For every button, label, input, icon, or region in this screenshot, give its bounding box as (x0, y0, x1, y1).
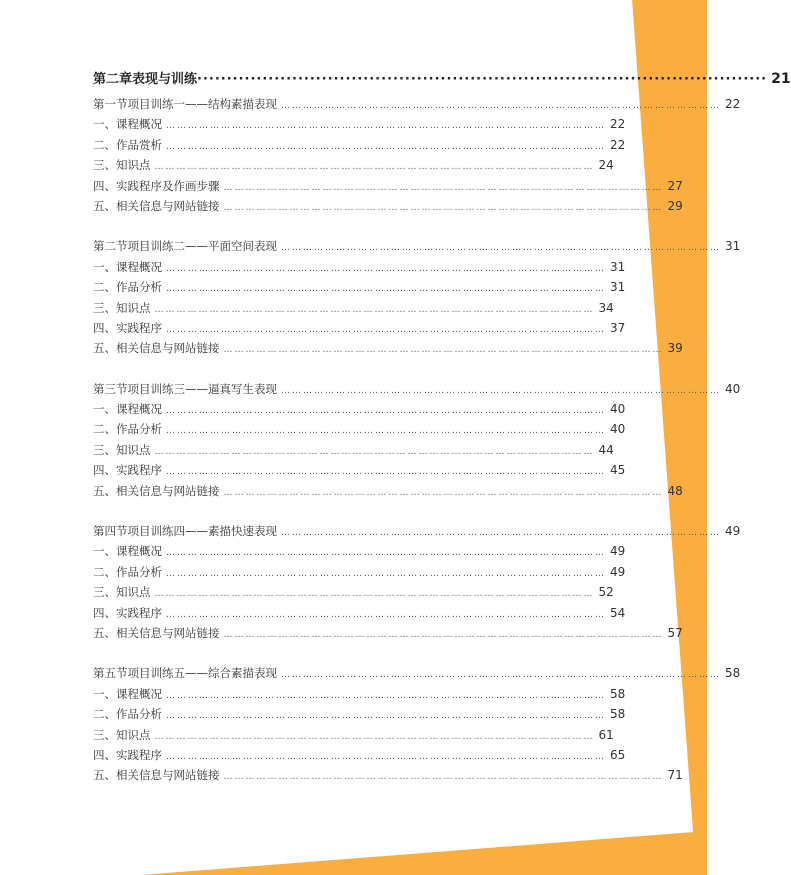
section-gap (93, 503, 535, 523)
subsection-entry[interactable] (93, 442, 614, 462)
subsection-entry[interactable] (93, 747, 626, 767)
section-gap (93, 218, 535, 238)
leader-dots: ………………………………………………………………………………………………………… (154, 589, 595, 600)
subsection-page-number: 31 (610, 280, 626, 295)
subsection-title: 三、知识点 (93, 442, 151, 457)
subsection-page-number: 49 (610, 544, 626, 559)
subsection-page-number: 49 (610, 564, 626, 579)
subsection-page-number: 58 (610, 686, 626, 701)
subsection-page-number: 40 (610, 402, 626, 417)
subsection-entry[interactable] (93, 462, 626, 482)
section-title: 项目训练一——结构素描表现 (127, 97, 277, 111)
subsection-title: 四、实践程序 (93, 320, 162, 335)
subsection-title: 三、知识点 (93, 727, 151, 742)
subsection-title: 二、作品分析 (93, 707, 162, 722)
subsection-title: 三、知识点 (93, 158, 151, 173)
subsection-entry[interactable] (93, 157, 614, 177)
subsection-entry[interactable] (93, 483, 683, 503)
subsection-title: 五、相关信息与网站链接 (93, 341, 220, 356)
subsection-page-number: 48 (667, 483, 683, 498)
subsection-title: 二、作品分析 (93, 280, 162, 295)
leader-dots: ………………………………………………………………………………………………………… (223, 182, 664, 193)
section-page-number: 58 (725, 666, 741, 681)
subsection-page-number: 31 (610, 259, 626, 274)
leader-dots: ………………………………………………………………………………………………………… (166, 324, 606, 335)
leader-dots: ………………………………………………………………………………………………………… (281, 101, 721, 111)
leader-dots: ………………………………………………………………………………………………………… (223, 629, 664, 640)
subsection-title: 二、作品分析 (93, 422, 162, 437)
subsection-entry[interactable] (93, 279, 626, 299)
leader-dots: ………………………………………………………………………………………………………… (223, 772, 664, 783)
leader-dots: ………………………………………………………………………………………………………… (281, 385, 721, 396)
subsection-page-number: 22 (610, 137, 626, 152)
section-page-number: 31 (725, 239, 741, 254)
section-label: 第四节 (93, 524, 128, 539)
subsection-entry[interactable] (93, 605, 626, 625)
subsection-page-number: 22 (610, 117, 626, 132)
leader-dots: ………………………………………………………………………………………………………… (281, 528, 721, 539)
section-entry[interactable] (93, 665, 741, 685)
subsection-title: 一、课程概况 (93, 117, 162, 132)
leader-dots: ………………………………………………………………………………………………………… (166, 426, 606, 437)
leader-dots: ………………………………………………………………………………………………………… (281, 243, 721, 254)
leader-dots: ································································································ (197, 72, 768, 87)
subsection-page-number: 37 (610, 320, 626, 335)
section-list (93, 96, 741, 788)
subsection-title: 四、实践程序及作画步骤 (93, 178, 220, 193)
subsection-page-number: 44 (598, 442, 614, 457)
subsection-page-number: 45 (610, 463, 626, 478)
leader-dots: ………………………………………………………………………………………………………… (223, 487, 664, 498)
section-title: 项目训练五——综合素描表现 (127, 666, 277, 681)
subsection-title: 四、实践程序 (93, 463, 162, 478)
subsection-page-number: 24 (598, 158, 614, 173)
chapter-page-number: 21 (771, 71, 791, 87)
subsection-title: 二、作品分析 (93, 564, 162, 579)
subsection-entry[interactable] (93, 178, 683, 198)
section-gap (93, 645, 535, 665)
subsection-page-number: 61 (598, 727, 614, 742)
leader-dots: ………………………………………………………………………………………………………… (166, 751, 606, 762)
leader-dots: ………………………………………………………………………………………………………… (154, 162, 595, 173)
subsection-entry[interactable] (93, 401, 626, 421)
leader-dots: ………………………………………………………………………………………………………… (166, 711, 606, 722)
subsection-entry[interactable] (93, 706, 626, 726)
leader-dots: ………………………………………………………………………………………………………… (166, 568, 606, 579)
subsection-title: 一、课程概况 (93, 402, 162, 417)
chapter-title: 表现与训练 (132, 72, 198, 87)
leader-dots: ………………………………………………………………………………………………………… (166, 284, 606, 295)
section-label: 第二节 (93, 239, 128, 254)
subsection-page-number: 39 (667, 341, 683, 356)
leader-dots: ………………………………………………………………………………………………………… (166, 121, 606, 132)
section-entry[interactable] (93, 238, 741, 258)
section-title: 项目训练四——素描快速表现 (127, 524, 277, 539)
leader-dots: ………………………………………………………………………………………………………… (166, 690, 606, 701)
subsection-entry[interactable] (93, 421, 626, 441)
leader-dots: ………………………………………………………………………………………………………… (166, 263, 606, 274)
subsection-title: 五、相关信息与网站链接 (93, 768, 220, 783)
subsection-entry[interactable] (93, 686, 626, 706)
section-entry[interactable] (93, 381, 741, 401)
chapter-heading[interactable] (93, 68, 791, 88)
leader-dots: ………………………………………………………………………………………………………… (223, 345, 664, 356)
leader-dots: ………………………………………………………………………………………………………… (154, 731, 595, 742)
subsection-entry[interactable] (93, 564, 626, 584)
section-label: 第一节 (93, 97, 128, 111)
section-label: 第五节 (93, 666, 128, 681)
chapter-number: 第二章 (93, 72, 133, 87)
section-entry[interactable] (93, 96, 741, 116)
subsection-page-number: 57 (667, 625, 683, 640)
section-title: 项目训练三——逼真写生表现 (127, 381, 277, 396)
subsection-title: 三、知识点 (93, 300, 151, 315)
subsection-title: 四、实践程序 (93, 747, 162, 762)
leader-dots: ………………………………………………………………………………………………………… (154, 446, 595, 457)
leader-dots: ………………………………………………………………………………………………………… (281, 670, 721, 681)
section-gap (93, 361, 535, 381)
subsection-entry[interactable] (93, 584, 614, 604)
subsection-entry[interactable] (93, 543, 626, 563)
subsection-page-number: 65 (610, 747, 626, 762)
table-of-contents (93, 68, 791, 788)
subsection-page-number: 58 (610, 707, 626, 722)
subsection-entry[interactable] (93, 259, 626, 279)
subsection-entry[interactable] (93, 116, 626, 136)
leader-dots: ………………………………………………………………………………………………………… (166, 406, 606, 417)
subsection-title: 五、相关信息与网站链接 (93, 198, 220, 213)
leader-dots: ………………………………………………………………………………………………………… (223, 202, 664, 213)
subsection-entry[interactable] (93, 300, 614, 320)
subsection-title: 二、作品赏析 (93, 137, 162, 152)
section-entry[interactable] (93, 523, 741, 543)
subsection-page-number: 29 (667, 198, 683, 213)
section-page-number: 49 (725, 524, 741, 539)
subsection-page-number: 54 (610, 605, 626, 620)
subsection-page-number: 71 (667, 768, 683, 783)
subsection-title: 一、课程概况 (93, 686, 162, 701)
leader-dots: ………………………………………………………………………………………………………… (166, 609, 606, 620)
section-page-number: 22 (725, 97, 741, 111)
subsection-entry[interactable] (93, 767, 683, 787)
leader-dots: ………………………………………………………………………………………………………… (154, 304, 595, 315)
subsection-page-number: 52 (598, 585, 614, 600)
subsection-title: 三、知识点 (93, 585, 151, 600)
subsection-title: 一、课程概况 (93, 544, 162, 559)
subsection-page-number: 34 (598, 300, 614, 315)
subsection-page-number: 27 (667, 178, 683, 193)
subsection-title: 五、相关信息与网站链接 (93, 483, 220, 498)
leader-dots: ………………………………………………………………………………………………………… (166, 548, 606, 559)
subsection-title: 四、实践程序 (93, 605, 162, 620)
leader-dots: ………………………………………………………………………………………………………… (166, 467, 606, 478)
section-page-number: 40 (725, 381, 741, 396)
subsection-entry[interactable] (93, 320, 626, 340)
leader-dots: ………………………………………………………………………………………………………… (166, 141, 606, 152)
subsection-entry[interactable] (93, 198, 683, 218)
subsection-title: 一、课程概况 (93, 259, 162, 274)
subsection-entry[interactable] (93, 625, 683, 645)
subsection-entry[interactable] (93, 727, 614, 747)
section-label: 第三节 (93, 381, 128, 396)
subsection-title: 五、相关信息与网站链接 (93, 625, 220, 640)
subsection-entry[interactable] (93, 137, 626, 157)
section-title: 项目训练二——平面空间表现 (127, 239, 277, 254)
subsection-page-number: 40 (610, 422, 626, 437)
subsection-entry[interactable] (93, 340, 683, 360)
